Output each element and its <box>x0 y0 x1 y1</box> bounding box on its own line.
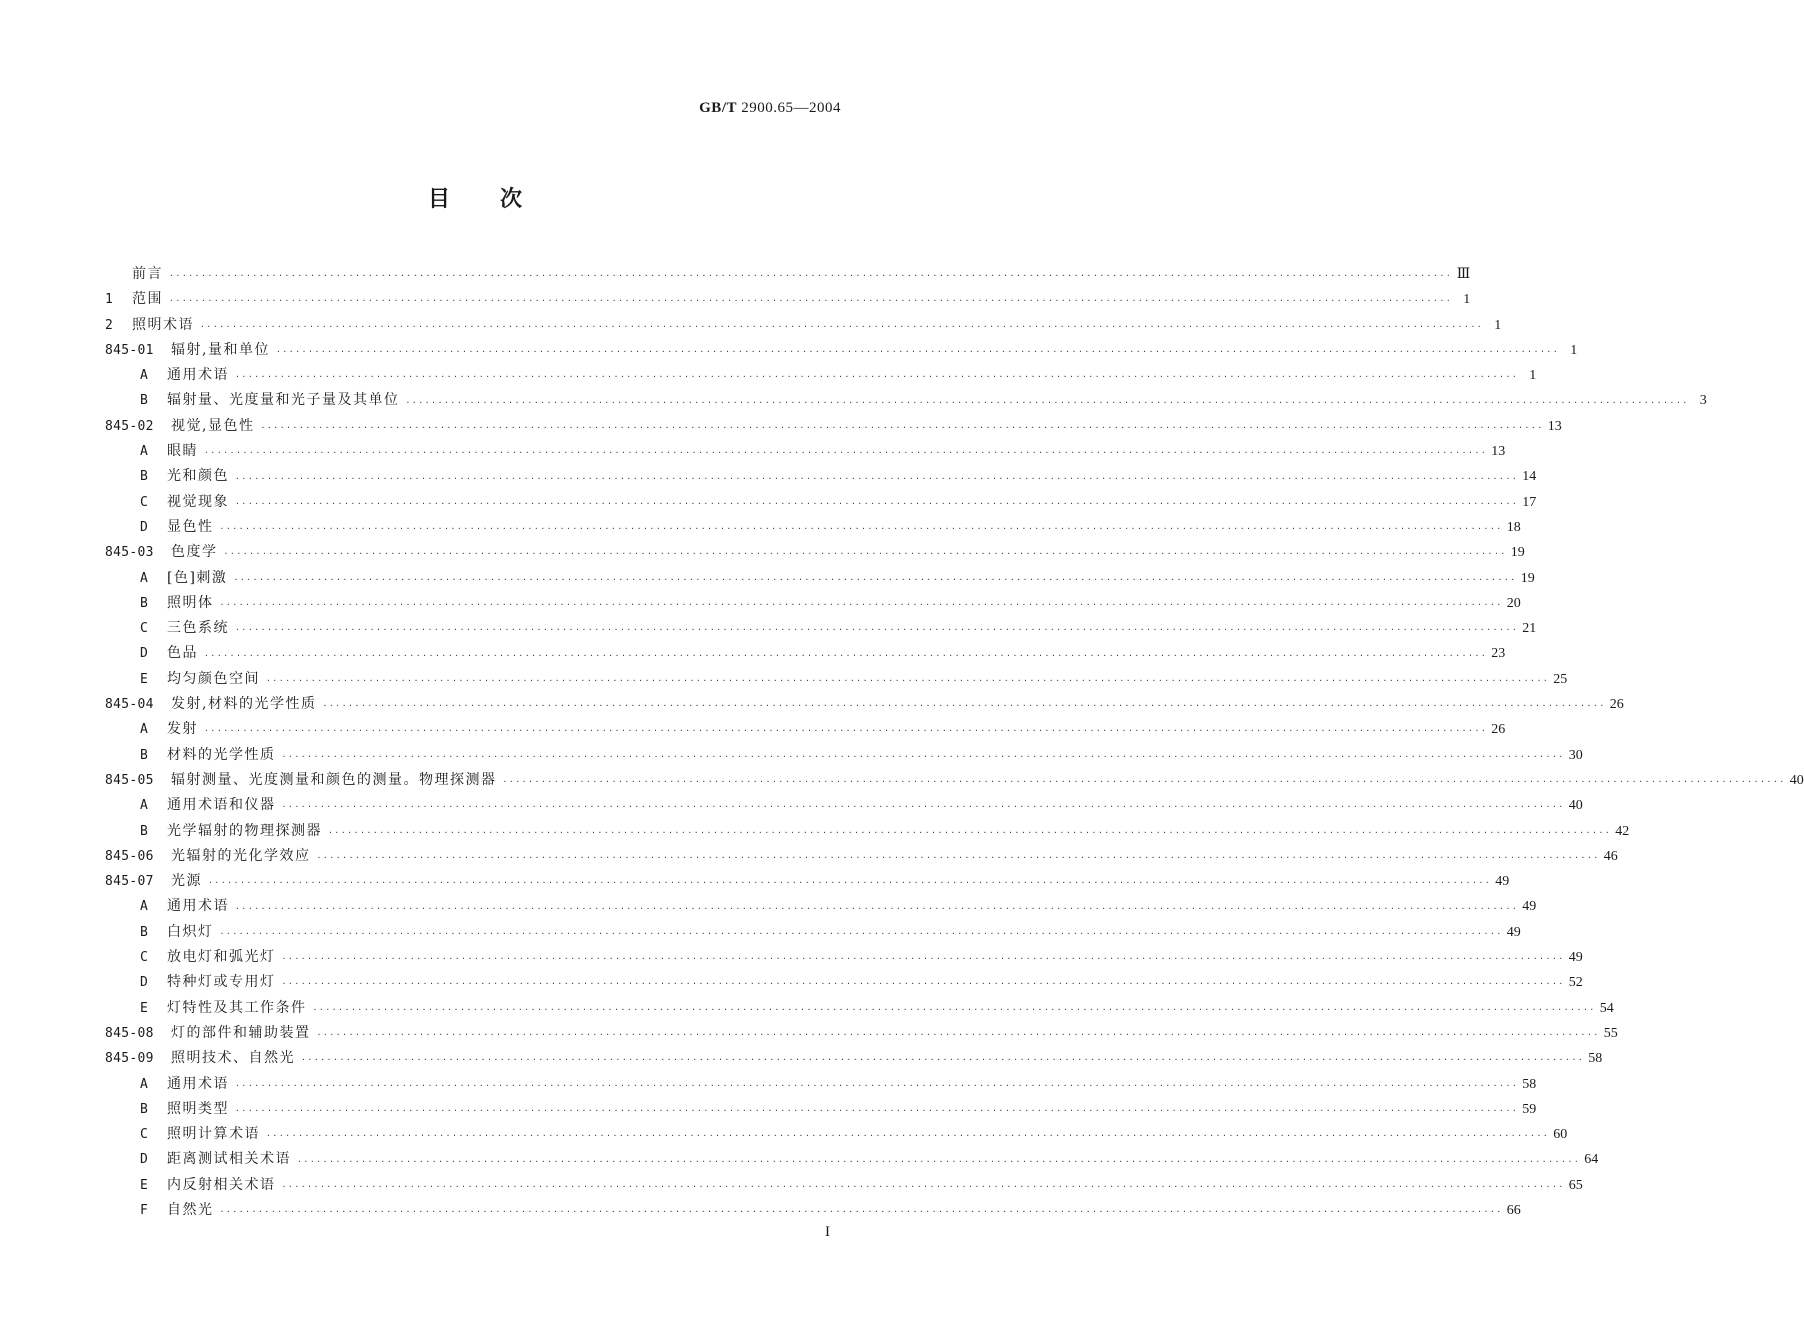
toc-entry-title: 通用术语 <box>167 367 229 384</box>
toc-entry-title: 通用术语 <box>167 1075 229 1092</box>
toc-entry-page: 66 <box>1506 1202 1521 1218</box>
toc-entry-title: 辐射测量、光度测量和颜色的测量。物理探测器 <box>171 771 497 788</box>
toc-entry[interactable] <box>105 869 1510 894</box>
toc-leader-dots: ········································································································································································································ <box>219 1207 1503 1217</box>
toc-entry[interactable] <box>105 920 1521 945</box>
toc-entry[interactable] <box>105 616 1537 641</box>
toc-entry-page: 42 <box>1615 823 1630 839</box>
toc-entry-page: 26 <box>1609 697 1624 713</box>
toc-leader-dots: ········································································································································································································ <box>260 422 1544 432</box>
toc-entry-number: 845-04 <box>105 697 154 713</box>
toc-entry[interactable] <box>105 464 1537 489</box>
toc-entry-number: A <box>140 899 149 915</box>
toc-leader-dots: ········································································································································································································ <box>281 979 1565 989</box>
toc-entry-title: 发射,材料的光学性质 <box>171 696 317 713</box>
toc-entry-number: B <box>140 393 149 409</box>
toc-leader-dots: ········································································································································································································ <box>235 625 1519 635</box>
toc-entry-title: 显色性 <box>167 518 214 535</box>
toc-leader-dots: ········································································································································································································ <box>169 296 1453 306</box>
toc-entry-page: 21 <box>1522 621 1537 637</box>
toc-entry-number: 845-01 <box>105 342 154 358</box>
toc-entry-number: B <box>140 1101 149 1117</box>
toc-leader-dots: ········································································································································································································ <box>223 549 1507 559</box>
toc-entry-number: C <box>140 494 149 510</box>
toc-entry-number: B <box>140 469 149 485</box>
toc-entry-title: 视觉,显色性 <box>171 417 255 434</box>
toc-entry[interactable] <box>105 641 1506 666</box>
toc-entry-title: 照明计算术语 <box>167 1126 260 1143</box>
toc-entry-number: E <box>140 1177 149 1193</box>
toc-entry[interactable] <box>105 1122 1568 1147</box>
toc-entry-title: 光和颜色 <box>167 468 229 485</box>
toc-entry[interactable] <box>105 692 1624 717</box>
toc-entry-page: 49 <box>1495 874 1510 890</box>
toc-entry-title: 灯特性及其工作条件 <box>167 999 307 1016</box>
toc-entry-number: 845-08 <box>105 1025 154 1041</box>
toc-leader-dots: ········································································································································································································ <box>405 397 1689 407</box>
toc-entry-page: 30 <box>1568 747 1583 763</box>
toc-entry-number: F <box>140 1202 149 1218</box>
toc-entry-number: A <box>140 570 149 586</box>
toc-entry[interactable] <box>105 1072 1537 1097</box>
toc-entry-number: B <box>140 595 149 611</box>
toc-entry-number: E <box>140 671 149 687</box>
toc-entry-number: E <box>140 1000 149 1016</box>
toc-entry[interactable] <box>105 363 1537 388</box>
toc-entry[interactable] <box>105 313 1502 338</box>
toc-leader-dots: ········································································································································································································ <box>266 675 1550 685</box>
toc-entry[interactable] <box>105 793 1583 818</box>
toc-entry[interactable] <box>105 540 1525 565</box>
toc-entry[interactable] <box>105 439 1506 464</box>
toc-leader-dots: ········································································································································································································ <box>208 878 1492 888</box>
toc-entry-number: C <box>140 950 149 966</box>
toc-entry-title: 辐射,量和单位 <box>171 341 270 358</box>
title-char-2: 次 <box>500 186 523 212</box>
toc-leader-dots: ········································································································································································································ <box>275 347 1560 357</box>
toc-entry-number: 2 <box>105 317 114 333</box>
toc-entry-page: 59 <box>1522 1101 1537 1117</box>
toc-leader-dots: ········································································································································································································ <box>281 802 1565 812</box>
toc-leader-dots: ········································································································································································································ <box>200 321 1484 331</box>
toc-entry-number: C <box>140 1127 149 1143</box>
toc-entry-title: 通用术语 <box>167 898 229 915</box>
toc-leader-dots: ········································································································································································································ <box>235 1080 1519 1090</box>
toc-leader-dots: ········································································································································································································ <box>316 852 1600 862</box>
toc-entry-title: 材料的光学性质 <box>167 746 276 763</box>
toc-entry-title: 自然光 <box>167 1201 214 1218</box>
toc-leader-dots: ········································································································································································································ <box>219 524 1503 534</box>
toc-entry-page: 52 <box>1568 975 1583 991</box>
toc-entry-page: 1 <box>1494 317 1502 333</box>
toc-entry[interactable] <box>105 515 1521 540</box>
toc-entry[interactable] <box>105 566 1535 591</box>
toc-entry[interactable] <box>105 1147 1599 1172</box>
toc-entry-title: [色]刺激 <box>167 569 228 586</box>
toc-entry-title: 通用术语和仪器 <box>167 797 276 814</box>
toc-leader-dots: ········································································································································································································ <box>502 777 1786 787</box>
toc-leader-dots: ········································································································································································································ <box>316 1030 1600 1040</box>
toc-entry-number: 845-07 <box>105 874 154 890</box>
toc-entry-number: 845-03 <box>105 545 154 561</box>
toc-entry-page: 23 <box>1491 646 1506 662</box>
toc-entry-page: 40 <box>1789 772 1804 788</box>
toc-entry-title: 眼睛 <box>167 443 198 460</box>
toc-leader-dots: ········································································································································································································ <box>281 1181 1565 1191</box>
toc-entry[interactable] <box>105 1021 1618 1046</box>
toc-entry-number: A <box>140 444 149 460</box>
toc-entry-page: 65 <box>1568 1177 1583 1193</box>
toc-entry-title: 色品 <box>167 645 198 662</box>
toc-leader-dots: ········································································································································································································ <box>312 1004 1596 1014</box>
standard-code: 2900.65—2004 <box>737 100 841 116</box>
toc-entry-number: 845-09 <box>105 1051 154 1067</box>
toc-entry-page: 49 <box>1522 899 1537 915</box>
standard-number <box>699 100 841 117</box>
toc-entry-page: 49 <box>1568 950 1583 966</box>
toc-entry-title: 光学辐射的物理探测器 <box>167 822 322 839</box>
toc-entry-number: B <box>140 924 149 940</box>
toc-entry-page: Ⅲ <box>1456 267 1471 282</box>
toc-leader-dots: ········································································································································································································ <box>328 827 1612 837</box>
toc-entry-number: 1 <box>105 292 114 308</box>
toc-entry-title: 范围 <box>132 291 163 308</box>
toc-entry-page: 19 <box>1520 570 1535 586</box>
toc-entry[interactable] <box>105 388 1707 413</box>
toc-leader-dots: ········································································································································································································ <box>204 726 1488 736</box>
toc-entry-page: 58 <box>1588 1051 1603 1067</box>
toc-leader-dots: ········································································································································································································ <box>204 650 1488 660</box>
toc-entry[interactable] <box>105 996 1614 1021</box>
toc-entry-title: 前言 <box>132 266 163 282</box>
toc-entry-page: 14 <box>1522 469 1537 485</box>
toc-leader-dots: ········································································································································································································ <box>235 372 1519 382</box>
toc-leader-dots: ········································································································································································································ <box>322 701 1606 711</box>
toc-leader-dots: ········································································································································································································ <box>235 1105 1519 1115</box>
toc-entry[interactable] <box>105 287 1471 312</box>
toc-entry-number: 845-02 <box>105 418 154 434</box>
toc-entry-title: 距离测试相关术语 <box>167 1151 291 1168</box>
toc-entry-title: 特种灯或专用灯 <box>167 974 276 991</box>
toc-leader-dots: ········································································································································································································ <box>235 498 1519 508</box>
toc-leader-dots: ········································································································································································································ <box>301 1055 1585 1065</box>
toc-entry-page: 13 <box>1547 418 1562 434</box>
toc-entry-number: D <box>140 975 149 991</box>
toc-entry[interactable] <box>105 338 1578 363</box>
toc-entry[interactable] <box>105 414 1562 439</box>
toc-entry-number: 845-06 <box>105 848 154 864</box>
toc-entry-title: 照明体 <box>167 594 214 611</box>
toc-leader-dots: ········································································································································································································ <box>266 1131 1550 1141</box>
toc-entry-page: 55 <box>1603 1025 1618 1041</box>
toc-leader-dots: ········································································································································································································ <box>297 1156 1581 1166</box>
toc-entry-number: A <box>140 722 149 738</box>
toc-entry-title: 照明术语 <box>132 316 194 333</box>
toc-entry[interactable] <box>105 1173 1583 1198</box>
toc-leader-dots: ········································································································································································································ <box>281 751 1565 761</box>
table-of-contents <box>105 262 1804 1223</box>
toc-entry-title: 白炽灯 <box>167 923 214 940</box>
toc-entry-page: 3 <box>1699 393 1707 409</box>
toc-entry[interactable] <box>105 844 1618 869</box>
toc-entry-number: D <box>140 1152 149 1168</box>
toc-entry-number: B <box>140 823 149 839</box>
toc-entry-page: 1 <box>1570 342 1578 358</box>
page-folio: I <box>825 1224 830 1240</box>
toc-entry-page: 60 <box>1553 1127 1568 1143</box>
toc-entry-page: 13 <box>1491 444 1506 460</box>
toc-leader-dots: ········································································································································································································ <box>219 600 1503 609</box>
toc-entry-title: 色度学 <box>171 544 218 561</box>
toc-entry-number: D <box>140 646 149 662</box>
toc-entry-number: A <box>140 1076 149 1092</box>
toc-entry-title: 光辐射的光化学效应 <box>171 847 311 864</box>
toc-entry-page: 26 <box>1491 722 1506 738</box>
toc-entry[interactable] <box>105 1046 1603 1071</box>
toc-entry-page: 64 <box>1584 1152 1599 1168</box>
toc-entry-page: 18 <box>1506 519 1521 535</box>
toc-leader-dots: ········································································································································································································ <box>233 574 1517 584</box>
toc-entry[interactable] <box>105 591 1521 616</box>
toc-entry-number: A <box>140 368 149 384</box>
toc-entry[interactable] <box>105 743 1583 768</box>
toc-entry-title: 放电灯和弧光灯 <box>167 949 276 966</box>
toc-entry-page: 54 <box>1599 1000 1614 1016</box>
toc-entry[interactable] <box>105 667 1568 692</box>
toc-leader-dots: ········································································································································································································ <box>219 928 1503 938</box>
toc-entry-page: 19 <box>1510 545 1525 561</box>
toc-entry-number: 845-05 <box>105 772 154 788</box>
toc-entry-page: 17 <box>1522 494 1537 510</box>
toc-entry[interactable] <box>105 262 1471 287</box>
toc-entry-page: 20 <box>1506 595 1521 611</box>
toc-entry-title: 辐射量、光度量和光子量及其单位 <box>167 392 400 409</box>
toc-entry-page: 1 <box>1529 368 1537 384</box>
toc-leader-dots: ········································································································································································································ <box>235 903 1519 913</box>
toc-entry-page: 1 <box>1463 292 1471 308</box>
toc-entry-number: C <box>140 621 149 637</box>
toc-entry[interactable] <box>105 894 1537 919</box>
toc-entry-title: 发射 <box>167 721 198 738</box>
toc-entry-title: 灯的部件和辅助装置 <box>171 1024 311 1041</box>
toc-entry-number: D <box>140 519 149 535</box>
toc-entry-title: 视觉现象 <box>167 493 229 510</box>
toc-entry[interactable] <box>105 970 1583 995</box>
toc-entry[interactable] <box>105 1198 1521 1223</box>
toc-entry-page: 25 <box>1553 671 1568 687</box>
toc-entry[interactable] <box>105 819 1630 844</box>
toc-entry-page: 49 <box>1506 924 1521 940</box>
toc-entry-title: 照明类型 <box>167 1100 229 1117</box>
toc-entry-page: 46 <box>1603 848 1618 864</box>
toc-entry-title: 内反射相关术语 <box>167 1176 276 1193</box>
toc-leader-dots: ········································································································································································································ <box>235 473 1519 483</box>
toc-entry[interactable] <box>105 490 1537 515</box>
toc-entry-page: 40 <box>1568 798 1583 814</box>
toc-entry-title: 光源 <box>171 873 202 890</box>
toc-entry-title: 三色系统 <box>167 620 229 637</box>
toc-entry[interactable] <box>105 1097 1537 1122</box>
toc-entry-title: 照明技术、自然光 <box>171 1050 295 1067</box>
toc-entry-title: 均匀颜色空间 <box>167 670 260 687</box>
title-char-1: 目 <box>427 186 450 212</box>
toc-entry-number: A <box>140 798 149 814</box>
toc-leader-dots: ········································································································································································································ <box>281 954 1565 964</box>
toc-leader-dots: ········································································································································································································ <box>204 448 1488 458</box>
toc-entry[interactable] <box>105 717 1506 742</box>
toc-entry[interactable] <box>105 768 1804 793</box>
toc-entry-number: B <box>140 747 149 763</box>
toc-leader-dots: ········································································································································································································ <box>169 271 1453 281</box>
toc-entry[interactable] <box>105 945 1583 970</box>
toc-entry-page: 58 <box>1522 1076 1537 1092</box>
standard-prefix: GB/T <box>699 100 737 116</box>
page-title <box>0 182 950 213</box>
